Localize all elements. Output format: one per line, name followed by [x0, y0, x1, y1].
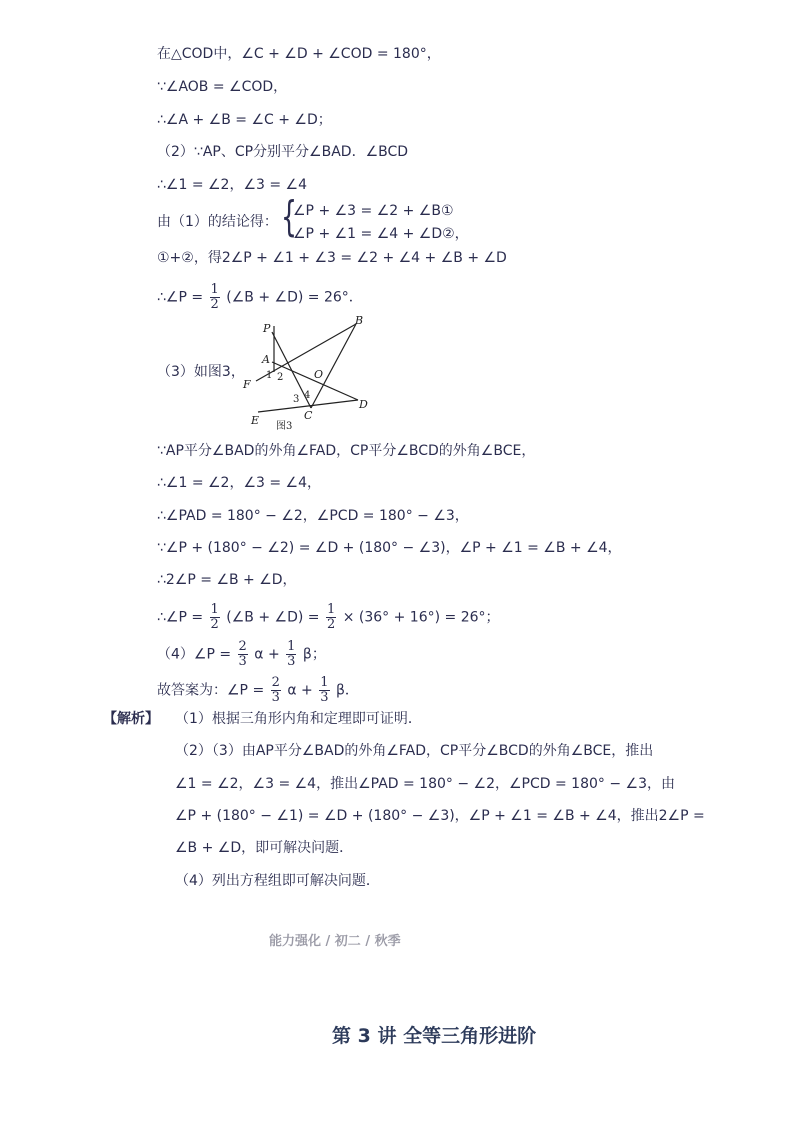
- chapter-title: 第 3 讲 全等三角形进阶: [332, 1025, 537, 1047]
- denominator: 2: [210, 297, 219, 312]
- fraction: [286, 640, 296, 669]
- denominator: 2: [326, 617, 336, 632]
- analysis-line: （4）列出方程组即可解决问题．: [175, 873, 380, 889]
- numerator: 1: [326, 602, 336, 617]
- numerator: 1: [210, 602, 219, 617]
- denominator: 2: [210, 617, 219, 632]
- solution-line: ∵∠AOB = ∠COD，: [157, 79, 288, 95]
- figure-caption: 图3: [276, 421, 293, 432]
- label-angle-2: 2: [277, 372, 284, 383]
- denominator: 3: [287, 654, 296, 669]
- system-equation-1: ∠P + ∠3 = ∠2 + ∠B①: [293, 203, 454, 219]
- solution-line: 在△COD中，∠C + ∠D + ∠COD = 180°，: [157, 46, 441, 62]
- fraction: [238, 640, 248, 669]
- expr-text: β．: [335, 682, 359, 699]
- analysis-line: ∠B + ∠D，即可解决问题．: [175, 840, 354, 856]
- numerator: 1: [210, 282, 219, 297]
- solution-line: ∵∠P + (180° − ∠2) = ∠D + (180° − ∠3)，∠P + ∠1 = ∠B + ∠4，: [157, 540, 622, 556]
- label-e: E: [251, 414, 260, 427]
- solution-line: ∴∠A + ∠B = ∠C + ∠D；: [157, 112, 332, 128]
- solution-line: [157, 640, 326, 669]
- solution-line: ∴∠1 = ∠2，∠3 = ∠4: [157, 177, 308, 193]
- label-angle-1: 1: [266, 370, 273, 381]
- analysis-line: ∠1 = ∠2，∠3 = ∠4，推出∠PAD = 180° − ∠2，∠PCD = 180° − ∠3，由: [175, 776, 675, 792]
- solution-line: ∴∠1 = ∠2，∠3 = ∠4，: [157, 475, 322, 491]
- fraction: [326, 603, 336, 632]
- label-o: O: [314, 368, 324, 381]
- solution-line: （3）如图3，: [157, 364, 245, 380]
- solution-line: [157, 603, 500, 632]
- numerator: 2: [238, 639, 247, 654]
- expr-text: (∠B + ∠D) = 26°．: [226, 289, 363, 306]
- system-equation-2: ∠P + ∠1 = ∠4 + ∠D②，: [293, 226, 469, 242]
- analysis-tag: 【解析】: [103, 711, 159, 727]
- analysis-line: （2）（3）由AP平分∠BAD的外角∠FAD，CP平分∠BCD的外角∠BCE，推出: [175, 743, 654, 759]
- solution-line: ∴∠PAD = 180° − ∠2，∠PCD = 180° − ∠3，: [157, 508, 469, 524]
- solution-line: ∴2∠P = ∠B + ∠D，: [157, 572, 297, 588]
- label-f: F: [243, 378, 251, 391]
- label-b: B: [355, 314, 364, 327]
- numerator: 2: [271, 675, 280, 690]
- fraction: [271, 676, 281, 705]
- solution-line: （2）∵AP、CP分别平分∠BAD．∠BCD: [157, 144, 409, 160]
- denominator: 3: [271, 690, 280, 705]
- expr-text: （4）∠P =: [157, 646, 232, 663]
- expr-text: α +: [254, 646, 280, 663]
- label-angle-3: 3: [293, 394, 300, 405]
- page-footer: 能力强化 / 初二 / 秋季: [269, 934, 401, 949]
- label-d: D: [359, 398, 368, 411]
- fraction: [210, 283, 220, 312]
- solution-line: [157, 676, 359, 705]
- numerator: 1: [320, 675, 329, 690]
- fraction: [210, 603, 220, 632]
- expr-text: (∠B + ∠D) =: [226, 609, 320, 626]
- expr-text: ∴∠P =: [157, 289, 204, 306]
- label-c: C: [304, 409, 313, 422]
- solution-line: ∵AP平分∠BAD的外角∠FAD，CP平分∠BCD的外角∠BCE，: [157, 443, 536, 459]
- label-a: A: [262, 353, 270, 366]
- expr-text: ∴∠P =: [157, 609, 204, 626]
- denominator: 3: [238, 654, 247, 669]
- label-angle-4: 4: [304, 390, 311, 401]
- analysis-line: ∠P + (180° − ∠1) = ∠D + (180° − ∠3)，∠P + ∠1 = ∠B + ∠4，推出2∠P =: [175, 808, 705, 824]
- label-p: P: [263, 322, 271, 335]
- analysis-line: （1）根据三角形内角和定理即可证明．: [175, 711, 422, 727]
- expr-text: β；: [302, 646, 326, 663]
- expr-text: α +: [287, 682, 313, 699]
- denominator: 3: [320, 690, 329, 705]
- equation-brace: {: [281, 192, 298, 241]
- fraction: [319, 676, 329, 705]
- numerator: 1: [287, 639, 296, 654]
- solution-line: [157, 283, 363, 312]
- expr-text: × (36° + 16°) = 26°；: [342, 609, 500, 626]
- solution-line: 由（1）的结论得：: [157, 214, 278, 230]
- solution-line: ①+②，得2∠P + ∠1 + ∠3 = ∠2 + ∠4 + ∠B + ∠D: [157, 250, 507, 266]
- geometry-figure-3: [238, 312, 378, 434]
- expr-text: 故答案为：∠P =: [157, 682, 265, 699]
